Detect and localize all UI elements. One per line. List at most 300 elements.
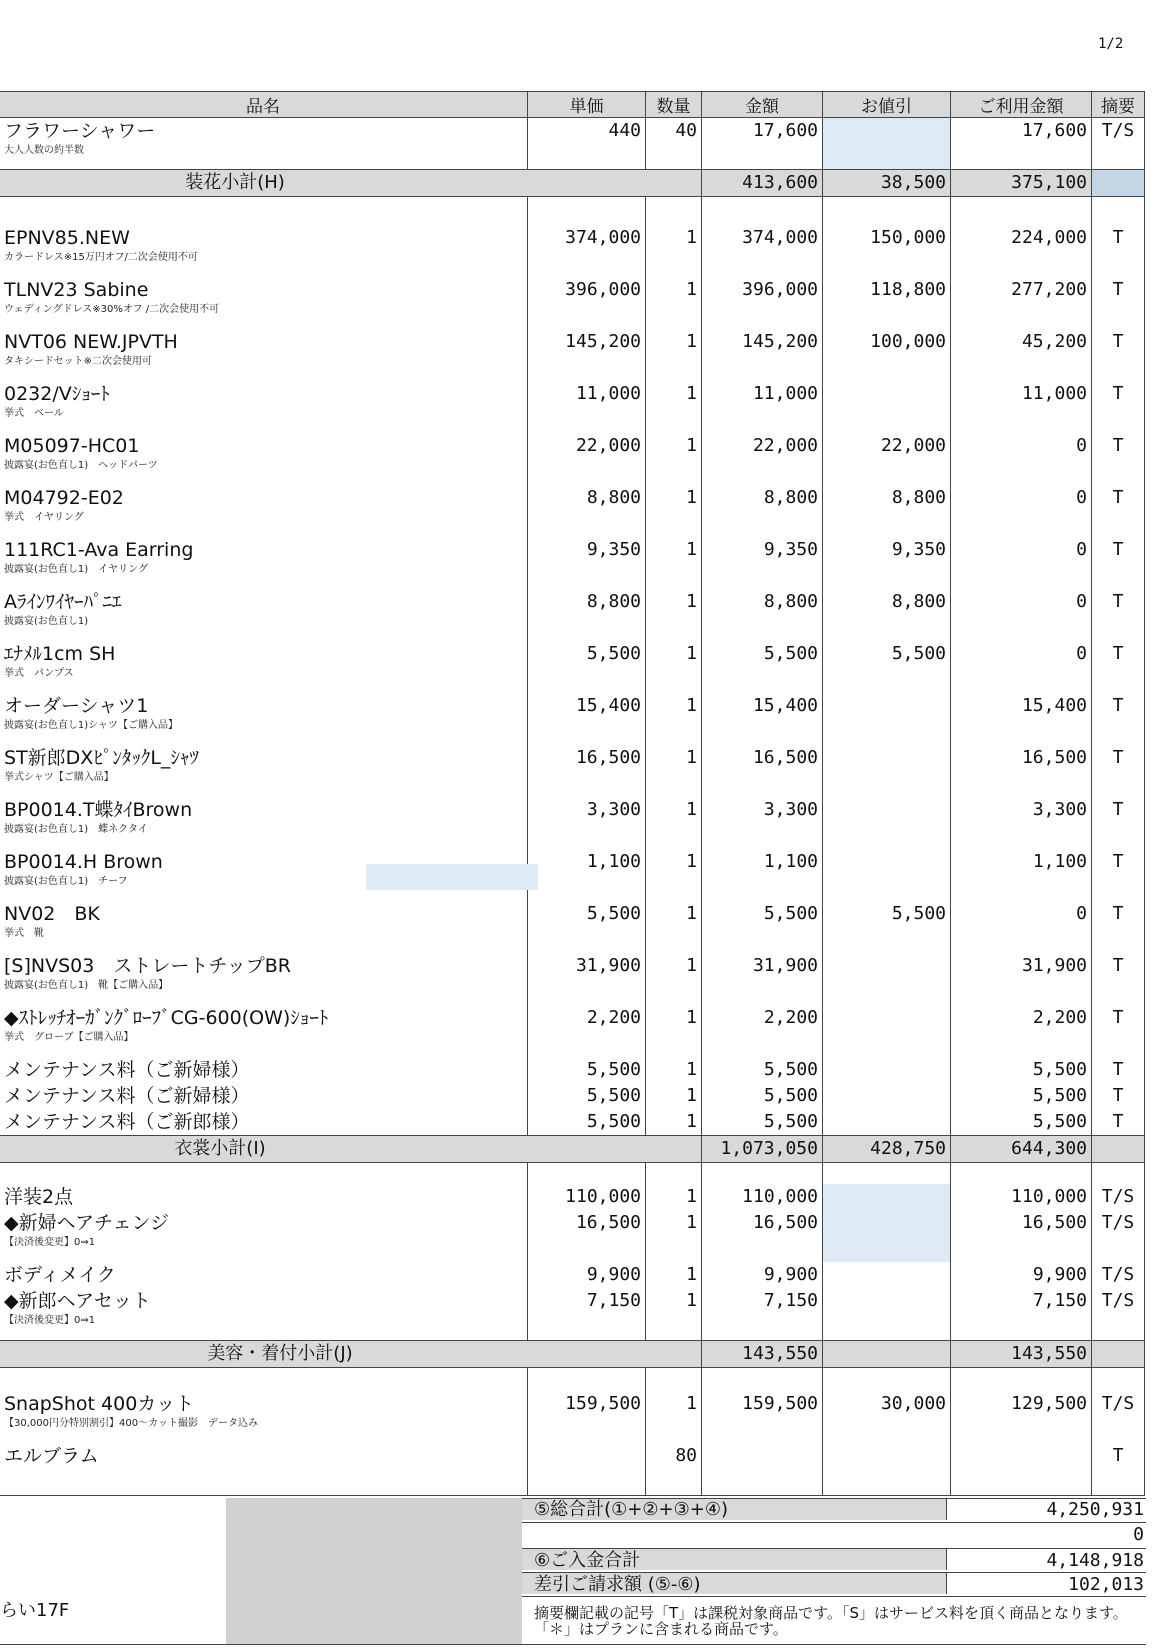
note-cell: T <box>1092 1109 1145 1136</box>
item-description: 挙式 ベール <box>4 407 64 419</box>
spacer-cell <box>646 1367 702 1391</box>
item-description: 挙式シャツ【ご購入品】 <box>4 771 114 783</box>
unit-price-cell: 8,800 <box>528 485 646 537</box>
quantity-cell: 1 <box>646 329 702 381</box>
item-name: [S]NVS03 ストレートチップBR <box>4 954 292 977</box>
usage-amount-cell: 31,900 <box>951 953 1092 1005</box>
item-description: 【30,000円分特別割引】400～カット撮影 データ込み <box>4 1418 258 1429</box>
discount-cell <box>823 1005 951 1057</box>
discount-cell <box>823 1057 951 1083</box>
item-name-cell <box>0 641 528 693</box>
amount-cell: 2,200 <box>702 1005 823 1057</box>
bottom-border <box>0 1644 1146 1645</box>
usage-amount-cell <box>951 1443 1092 1495</box>
spacer-cell <box>646 197 702 225</box>
unit-price-cell: 11,000 <box>528 381 646 433</box>
item-name-cell <box>0 797 528 849</box>
unit-price-cell: 5,500 <box>528 1109 646 1136</box>
spacer-cell <box>951 1162 1092 1184</box>
table-row <box>0 693 1145 745</box>
item-name: M04792-E02 <box>4 486 124 509</box>
table-row <box>0 1005 1145 1057</box>
unit-price-cell: 2,200 <box>528 1005 646 1057</box>
unit-price-cell: 7,150 <box>528 1288 646 1340</box>
item-description: 【決済後変更】0⇒1 <box>4 1315 96 1326</box>
unit-price-cell: 396,000 <box>528 277 646 329</box>
spacer-cell <box>646 1162 702 1184</box>
spacer-cell <box>702 1367 823 1391</box>
note-cell: T <box>1092 589 1145 641</box>
amount-cell: 1,100 <box>702 849 823 901</box>
usage-amount-cell: 129,500 <box>951 1391 1092 1443</box>
subtotal-note <box>1092 170 1145 197</box>
header-row <box>0 92 1145 118</box>
discount-cell: 150,000 <box>823 225 951 277</box>
usage-amount-cell: 45,200 <box>951 329 1092 381</box>
item-name-cell <box>0 745 528 797</box>
note-cell: T <box>1092 1443 1145 1495</box>
note-cell: T <box>1092 641 1145 693</box>
item-name: ボディメイク <box>4 1264 116 1286</box>
note-cell: T <box>1092 1083 1145 1109</box>
payment-value: 4,148,918 <box>946 1549 1146 1570</box>
subtotal-discount: 428,750 <box>823 1135 951 1162</box>
usage-amount-cell: 277,200 <box>951 277 1092 329</box>
table-row <box>0 1210 1145 1262</box>
quantity-cell: 1 <box>646 277 702 329</box>
usage-amount-cell: 0 <box>951 901 1092 953</box>
spacer-cell <box>1092 1162 1145 1184</box>
item-name-cell <box>0 901 528 953</box>
spacer-cell <box>951 197 1092 225</box>
discount-cell: 5,500 <box>823 641 951 693</box>
item-description: 挙式 靴 <box>4 927 44 939</box>
balance-row <box>522 1572 1146 1594</box>
table-row <box>0 641 1145 693</box>
discount-cell <box>823 1109 951 1136</box>
unit-price-cell: 110,000 <box>528 1184 646 1210</box>
amount-cell: 5,500 <box>702 1109 823 1136</box>
discount-cell: 8,800 <box>823 485 951 537</box>
spacer-cell <box>528 1367 646 1391</box>
item-name-cell <box>0 329 528 381</box>
item-name: ◆新婦ヘアチェンジ <box>4 1212 169 1234</box>
note-cell: T <box>1092 953 1145 1005</box>
header-quantity: 数量 <box>646 92 702 118</box>
blank-value: 0 <box>1133 1524 1144 1545</box>
usage-amount-cell: 7,150 <box>951 1288 1092 1340</box>
note-cell: T/S <box>1092 1391 1145 1443</box>
item-name-cell <box>0 1184 528 1210</box>
item-name-cell <box>0 1262 528 1288</box>
discount-cell <box>823 745 951 797</box>
item-name: NVT06 NEW.JPVTH <box>4 330 178 353</box>
usage-amount-cell: 3,300 <box>951 797 1092 849</box>
discount-cell: 22,000 <box>823 433 951 485</box>
amount-cell: 8,800 <box>702 589 823 641</box>
table-row <box>0 225 1145 277</box>
item-name-cell <box>0 381 528 433</box>
quantity-cell: 40 <box>646 118 702 170</box>
spacer-row <box>0 1162 1145 1184</box>
amount-cell: 9,900 <box>702 1262 823 1288</box>
note-cell: T/S <box>1092 1262 1145 1288</box>
item-name-cell <box>0 953 528 1005</box>
spacer-cell <box>823 1162 951 1184</box>
usage-amount-cell: 15,400 <box>951 693 1092 745</box>
unit-price-cell <box>528 1443 646 1495</box>
item-name-cell <box>0 485 528 537</box>
item-name: ｴﾅﾒﾙ1cm SH <box>4 642 116 665</box>
grand-total-label: ⑤総合計(①+②+③+④) <box>522 1499 946 1520</box>
unit-price-cell: 3,300 <box>528 797 646 849</box>
discount-cell <box>823 1210 951 1262</box>
amount-cell: 9,350 <box>702 537 823 589</box>
note-cell: T <box>1092 381 1145 433</box>
discount-cell: 8,800 <box>823 589 951 641</box>
item-description: 挙式 パンプス <box>4 667 74 679</box>
item-name-cell <box>0 537 528 589</box>
invoice-body <box>0 118 1145 1496</box>
payment-row <box>522 1548 1146 1570</box>
unit-price-cell: 8,800 <box>528 589 646 641</box>
item-name: ◆新郎ヘアセット <box>4 1290 151 1312</box>
subtotal-label: 美容・着付小計(J) <box>0 1340 702 1367</box>
item-description: 披露宴(お色直し1)シャツ【ご購入品】 <box>4 719 178 731</box>
unit-price-cell: 440 <box>528 118 646 170</box>
usage-amount-cell: 0 <box>951 433 1092 485</box>
highlight-box <box>366 864 538 890</box>
usage-amount-cell: 110,000 <box>951 1184 1092 1210</box>
subtotal-label: 装花小計(H) <box>0 170 702 197</box>
note-cell: T/S <box>1092 1210 1145 1262</box>
item-name: 111RC1-Ava Earring <box>4 538 194 561</box>
note-cell: T <box>1092 537 1145 589</box>
discount-cell: 9,350 <box>823 537 951 589</box>
table-row <box>0 329 1145 381</box>
unit-price-cell: 31,900 <box>528 953 646 1005</box>
spacer-cell <box>528 197 646 225</box>
unit-price-cell: 5,500 <box>528 1083 646 1109</box>
table-row <box>0 1288 1145 1340</box>
quantity-cell: 1 <box>646 901 702 953</box>
usage-amount-cell: 2,200 <box>951 1005 1092 1057</box>
discount-cell: 118,800 <box>823 277 951 329</box>
spacer-cell <box>702 1162 823 1184</box>
spacer-cell <box>823 197 951 225</box>
item-name: ST新郎DXﾋﾟﾝﾀｯｸL_ｼｬﾂ <box>4 746 199 769</box>
note-cell: T <box>1092 329 1145 381</box>
item-name: BP0014.T蝶ﾀｲBrown <box>4 798 193 821</box>
usage-amount-cell: 5,500 <box>951 1057 1092 1083</box>
note-cell: T/S <box>1092 1184 1145 1210</box>
unit-price-cell: 5,500 <box>528 1057 646 1083</box>
header-name: 品名 <box>0 92 528 118</box>
note-cell: T/S <box>1092 1288 1145 1340</box>
table-row <box>0 1184 1145 1210</box>
quantity-cell: 1 <box>646 1288 702 1340</box>
balance-value: 102,013 <box>946 1573 1146 1594</box>
table-row <box>0 433 1145 485</box>
header-discount: お値引 <box>823 92 951 118</box>
unit-price-cell: 5,500 <box>528 901 646 953</box>
quantity-cell: 1 <box>646 953 702 1005</box>
subtotal-row <box>0 1340 1145 1367</box>
subtotal-amount: 1,073,050 <box>702 1135 823 1162</box>
note-cell: T <box>1092 1057 1145 1083</box>
item-name-cell <box>0 1210 528 1262</box>
discount-cell <box>823 1262 951 1288</box>
item-name-cell <box>0 1005 528 1057</box>
unit-price-cell: 9,900 <box>528 1262 646 1288</box>
item-description: ウェディングドレス※30%オフ /二次会使用不可 <box>4 303 220 315</box>
item-name-cell <box>0 1443 528 1495</box>
amount-cell: 145,200 <box>702 329 823 381</box>
grand-total-value: 4,250,931 <box>946 1499 1146 1520</box>
discount-cell <box>823 118 951 170</box>
amount-cell: 110,000 <box>702 1184 823 1210</box>
item-name: オーダーシャツ1 <box>4 694 149 717</box>
unit-price-cell: 5,500 <box>528 641 646 693</box>
spacer-cell <box>0 1367 528 1391</box>
note-cell: T <box>1092 901 1145 953</box>
item-name-cell <box>0 225 528 277</box>
usage-amount-cell: 0 <box>951 641 1092 693</box>
spacer-row <box>0 197 1145 225</box>
spacer-cell <box>0 1162 528 1184</box>
usage-amount-cell: 0 <box>951 537 1092 589</box>
table-row <box>0 953 1145 1005</box>
item-description: 披露宴(お色直し1) ヘッドパーツ <box>4 459 158 471</box>
usage-amount-cell: 1,100 <box>951 849 1092 901</box>
item-name-cell <box>0 1391 528 1443</box>
table-row <box>0 901 1145 953</box>
item-name-cell <box>0 589 528 641</box>
item-name-cell <box>0 1057 528 1083</box>
usage-amount-cell: 5,500 <box>951 1109 1092 1136</box>
invoice-table <box>0 91 1145 1496</box>
quantity-cell: 1 <box>646 1210 702 1262</box>
discount-cell: 5,500 <box>823 901 951 953</box>
table-row <box>0 381 1145 433</box>
subtotal-note <box>1092 1135 1145 1162</box>
quantity-cell: 1 <box>646 1391 702 1443</box>
usage-amount-cell: 16,500 <box>951 745 1092 797</box>
remark-divider <box>522 1596 1146 1597</box>
amount-cell: 159,500 <box>702 1391 823 1443</box>
note-cell: T <box>1092 693 1145 745</box>
spacer-cell <box>0 197 528 225</box>
quantity-cell: 1 <box>646 589 702 641</box>
header-note: 摘要 <box>1092 92 1145 118</box>
item-description: 挙式 グローブ【ご購入品】 <box>4 1031 134 1043</box>
table-row <box>0 1057 1145 1083</box>
discount-cell <box>823 953 951 1005</box>
note-cell: T <box>1092 433 1145 485</box>
quantity-cell: 1 <box>646 225 702 277</box>
quantity-cell: 1 <box>646 693 702 745</box>
subtotal-usage: 375,100 <box>951 170 1092 197</box>
address-fragment: らい17F <box>0 1600 70 1621</box>
table-row <box>0 1391 1145 1443</box>
blank-label <box>522 1523 946 1546</box>
table-row <box>0 589 1145 641</box>
quantity-cell: 1 <box>646 1184 702 1210</box>
note-cell: T <box>1092 745 1145 797</box>
amount-cell: 7,150 <box>702 1288 823 1340</box>
item-description: 披露宴(お色直し1) イヤリング <box>4 563 148 575</box>
gray-panel <box>226 1498 522 1644</box>
spacer-cell <box>528 1162 646 1184</box>
item-name: エルブラム <box>4 1445 99 1467</box>
table-row <box>0 1109 1145 1136</box>
item-name: メンテナンス料（ご新婦様） <box>4 1058 250 1081</box>
payment-label: ⑥ご入金合計 <box>522 1549 946 1570</box>
blank-row <box>522 1522 1146 1546</box>
discount-cell: 30,000 <box>823 1391 951 1443</box>
amount-cell: 16,500 <box>702 1210 823 1262</box>
usage-amount-cell: 0 <box>951 485 1092 537</box>
quantity-cell: 1 <box>646 849 702 901</box>
quantity-cell: 1 <box>646 1262 702 1288</box>
item-name: メンテナンス料（ご新婦様） <box>4 1084 250 1107</box>
table-row <box>0 485 1145 537</box>
amount-cell: 5,500 <box>702 1057 823 1083</box>
subtotal-row <box>0 170 1145 197</box>
quantity-cell: 1 <box>646 1057 702 1083</box>
spacer-cell <box>702 197 823 225</box>
item-name: フラワーシャワー <box>4 120 156 142</box>
amount-cell: 22,000 <box>702 433 823 485</box>
spacer-cell <box>823 1367 951 1391</box>
item-name: BP0014.H Brown <box>4 850 163 873</box>
table-row <box>0 745 1145 797</box>
note-cell: T <box>1092 277 1145 329</box>
discount-cell <box>823 849 951 901</box>
amount-cell: 396,000 <box>702 277 823 329</box>
usage-amount-cell: 16,500 <box>951 1210 1092 1262</box>
amount-cell: 3,300 <box>702 797 823 849</box>
quantity-cell: 1 <box>646 745 702 797</box>
grand-total-row <box>522 1498 1146 1520</box>
page-number: 1/2 <box>1098 36 1124 52</box>
item-description: 披露宴(お色直し1) <box>4 615 89 627</box>
subtotal-discount <box>823 1340 951 1367</box>
spacer-cell <box>1092 197 1145 225</box>
amount-cell: 5,500 <box>702 901 823 953</box>
quantity-cell: 1 <box>646 1083 702 1109</box>
table-row <box>0 849 1145 901</box>
remark-text: 摘要欄記載の記号「T」は課税対象商品です。「S」はサービス料を頂く商品となります。「＊」はプランに含まれる商品です。 <box>534 1604 1128 1638</box>
amount-cell: 11,000 <box>702 381 823 433</box>
quantity-cell: 80 <box>646 1443 702 1495</box>
discount-cell <box>823 1288 951 1340</box>
amount-cell: 5,500 <box>702 641 823 693</box>
unit-price-cell: 374,000 <box>528 225 646 277</box>
item-description: 大人人数の約半数 <box>4 145 84 156</box>
subtotal-note <box>1092 1340 1145 1367</box>
amount-cell: 5,500 <box>702 1083 823 1109</box>
subtotal-label: 衣裳小計(I) <box>0 1135 702 1162</box>
subtotal-row <box>0 1135 1145 1162</box>
usage-amount-cell: 5,500 <box>951 1083 1092 1109</box>
item-description: 挙式 イヤリング <box>4 511 84 523</box>
quantity-cell: 1 <box>646 1005 702 1057</box>
item-name-cell <box>0 1288 528 1340</box>
unit-price-cell: 16,500 <box>528 1210 646 1262</box>
table-row <box>0 277 1145 329</box>
header-usage-amount: ご利用金額 <box>951 92 1092 118</box>
item-description: タキシードセット※二次会使用可 <box>4 355 152 367</box>
amount-cell: 31,900 <box>702 953 823 1005</box>
usage-amount-cell: 224,000 <box>951 225 1092 277</box>
table-row <box>0 1443 1145 1495</box>
note-cell: T <box>1092 225 1145 277</box>
item-name: SnapShot 400カット <box>4 1393 195 1415</box>
item-name-cell <box>0 433 528 485</box>
spacer-cell <box>1092 1367 1145 1391</box>
item-name: 洋装2点 <box>4 1186 74 1208</box>
usage-amount-cell: 0 <box>951 589 1092 641</box>
table-row <box>0 118 1145 170</box>
note-cell: T <box>1092 485 1145 537</box>
quantity-cell: 1 <box>646 381 702 433</box>
quantity-cell: 1 <box>646 537 702 589</box>
unit-price-cell: 159,500 <box>528 1391 646 1443</box>
item-name: メンテナンス料（ご新郎様） <box>4 1110 250 1133</box>
amount-cell: 17,600 <box>702 118 823 170</box>
unit-price-cell: 22,000 <box>528 433 646 485</box>
discount-cell <box>823 1083 951 1109</box>
item-description: 披露宴(お色直し1) 蝶ネクタイ <box>4 823 148 835</box>
item-name-cell <box>0 277 528 329</box>
unit-price-cell: 16,500 <box>528 745 646 797</box>
unit-price-cell: 9,350 <box>528 537 646 589</box>
note-cell: T <box>1092 797 1145 849</box>
discount-cell <box>823 1184 951 1210</box>
item-name: TLNV23 Sabine <box>4 278 149 301</box>
discount-cell: 100,000 <box>823 329 951 381</box>
discount-cell <box>823 797 951 849</box>
header-amount: 金額 <box>702 92 823 118</box>
spacer-row <box>0 1367 1145 1391</box>
item-description: 披露宴(お色直し1) 靴【ご購入品】 <box>4 979 169 991</box>
item-name-cell <box>0 1109 528 1136</box>
item-description: カラードレス※15万円オフ/二次会使用不可 <box>4 251 198 263</box>
table-row <box>0 1083 1145 1109</box>
amount-cell <box>702 1443 823 1495</box>
item-name: Aﾗｲﾝﾜｲﾔｰﾊﾟﾆｴ <box>4 590 122 613</box>
item-name: M05097-HC01 <box>4 434 140 457</box>
unit-price-cell: 15,400 <box>528 693 646 745</box>
subtotal-amount: 143,550 <box>702 1340 823 1367</box>
subtotal-usage: 143,550 <box>951 1340 1092 1367</box>
usage-amount-cell: 11,000 <box>951 381 1092 433</box>
header-unit-price: 単価 <box>528 92 646 118</box>
usage-amount-cell: 9,900 <box>951 1262 1092 1288</box>
subtotal-usage: 644,300 <box>951 1135 1092 1162</box>
amount-cell: 15,400 <box>702 693 823 745</box>
spacer-cell <box>951 1367 1092 1391</box>
subtotal-amount: 413,600 <box>702 170 823 197</box>
item-name: 0232/Vｼｮｰﾄ <box>4 382 110 405</box>
item-name-cell <box>0 1083 528 1109</box>
item-name-cell <box>0 693 528 745</box>
table-row <box>0 1262 1145 1288</box>
discount-cell <box>823 381 951 433</box>
table-row <box>0 537 1145 589</box>
quantity-cell: 1 <box>646 485 702 537</box>
